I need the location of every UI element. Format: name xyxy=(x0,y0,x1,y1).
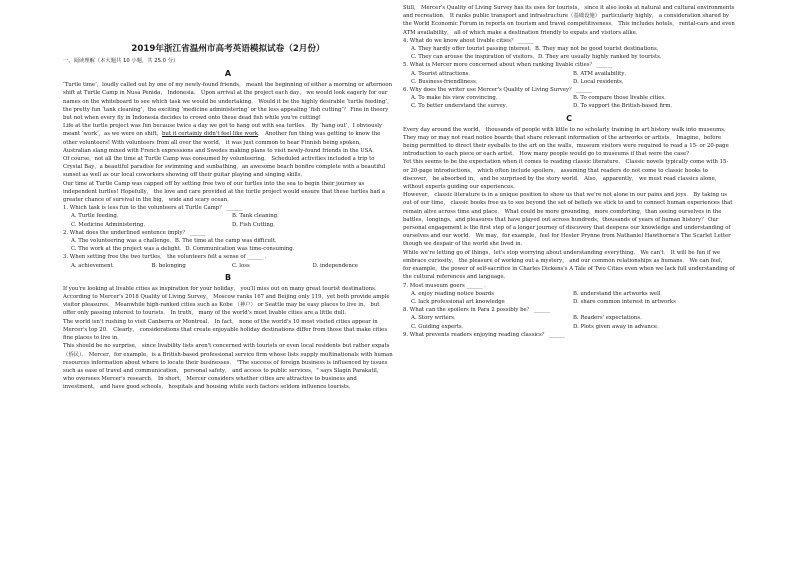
question-stem: 3. When setting free the two turtles， the volunteers felt a sense of ______ ． xyxy=(63,254,271,261)
answer-option: A. Tourist attractions． xyxy=(411,70,474,77)
answer-option: B. They may not be good tourist destinations． xyxy=(535,46,663,53)
answer-option: B. To compare those livable cities． xyxy=(573,95,670,102)
answer-option: A. They hardly offer tourist passing interest． xyxy=(411,46,536,53)
answer-option: C. Medicine Administering． xyxy=(71,221,149,228)
answer-option: A. The volunteering was a challenge． xyxy=(71,238,175,245)
answer-option: D. independence xyxy=(312,262,358,269)
passage-c-label: C xyxy=(566,113,572,123)
answer-option: C. Business-friendliness． xyxy=(411,78,482,85)
passage-b-paragraph: If you're looking at livable cities as inspiration for your holiday， you'll miss out on many great tourist destinations． According to Mercer's 2018 Quality of Living Survey， Moscow ranks 167 and Beijing only 119，yet both provide ample visitor pleasures． Meanwhile high-ranked cities such as Kobe （神户） or Seattle may be easy places to live in， but offer only passing interest to tourists． In truth， many of the world's most livable cities are a little dull． xyxy=(63,285,390,317)
passage-b-paragraph: This should be no surprise， since livability lists aren't concerned with tourists or even local residents but rather expats（侨民）． Mercer，for example，is a British-based professional service firm whose lists supply multinationals with human resources information about where to locate their businesses． "The success of foreign business is influenced by issues such as ease of travel and communication， personal safety， and access to public services，" says Slagin Parakatil，who oversees Mercer's research． In short， Mercer considers whether cities are attractive to business and investment， and have good schools， hospitals and housing while such factors seldom influence tourists． xyxy=(63,343,393,391)
answer-option: A. enjoy reading notice boards xyxy=(411,290,494,297)
question-stem: 2. What does the underlined sentence imply？ ______ xyxy=(63,229,206,236)
passage-b-label: B xyxy=(224,272,232,282)
underlined-sentence: but it certainly didn't feel like work xyxy=(161,131,258,138)
answer-option: A. achievement xyxy=(71,262,113,269)
answer-option: D. Communication was time-consuming． xyxy=(185,246,299,253)
answer-option: C. lack professional art knowledge xyxy=(411,298,505,305)
answer-options xyxy=(403,70,735,86)
passage-a-text: ． Another fun thing was getting to know the other volunteers! With volunteers from all over the world， it was just common to hear Finnish being spoken， Australian slang mixed with French expressions and Swedes making plans to visit newly-found friends in the USA． xyxy=(63,131,381,154)
answer-options xyxy=(403,290,735,306)
answer-options xyxy=(403,94,735,110)
left-column xyxy=(63,4,393,392)
question-stem: 4. What do we know about livable cities？ ______ xyxy=(403,37,534,44)
answer-option: C. The work at the project was a delight． xyxy=(71,246,186,253)
question-stem: 7. Most museum goers ______ ． xyxy=(403,282,490,289)
passage-c-paragraph: However， classic literature is in a unique position to show us that we're not alone in our pains and joys． By taking us out of our time， classic books free us to see beyond the set of beliefs we stick to and to connect human experiences that remain alive across time and place． What could be more grounding，more comforting，than seeing ourselves in the battles，longings，and pleasures that have played out across hundreds，thousands of years of human history？ Our personal engagement is the first step of a longer journey of discovery that deepens our knowledge and understanding of ourselves and our world． We may，for example，feel for Hester Prynne from Nathaniel Hawthorne's The Scarlet Letter though we despair of the world she lived in． xyxy=(403,192,733,248)
answer-option: B. ATM availability． xyxy=(573,70,630,77)
answer-option: D. share common interest in artworks xyxy=(573,298,676,305)
answer-options xyxy=(403,314,735,330)
answer-option: C. loss xyxy=(232,262,250,269)
answer-option: A. To make his view convincing． xyxy=(411,95,502,102)
answer-option: B. The time at the camp was difficult． xyxy=(174,238,281,245)
right-column xyxy=(403,4,735,339)
exam-title: 2019年浙江省温州市高考英语模拟试卷（2月份） xyxy=(131,44,325,54)
question-stem: 6. Why does the writer use Mercer's Quality of Living Survey？ ______ xyxy=(403,87,593,94)
answer-option: C. They can arouse the inspiration of visitors． xyxy=(411,54,539,61)
answer-options xyxy=(63,237,393,253)
answer-option: D. They are usually highly ranked by tourists． xyxy=(538,54,666,61)
question-stem: 5. What is Mercer more concerned about when ranking livable cities？ ______ xyxy=(403,62,613,69)
passage-c-paragraph: Yet this seems to be the expectation when it comes to reading classic literature． Classic novels typically come with 15- or 20-page introductions， which often include spoilers， assuming that readers do not come to classic books to discover， be absorbed in， and be surprised by the story world． Also， apparently， we must read classics alone， without experts guiding our experiences． xyxy=(403,159,729,191)
answer-option: D. Fish Cutting． xyxy=(232,221,279,228)
answer-option: C. Guiding experts． xyxy=(411,323,467,330)
question-stem: 9. What prevents readers enjoying reading classics？ ______ xyxy=(403,331,565,338)
passage-a-paragraph: Our time at Turtle Camp was capped off by setting free two of our turtles into the sea to begin their journey as independent turtles! Hopefully， the love and care provided at the turtle project would ensure that these turtles had a greater chance of survival in the big， wide and scary ocean． xyxy=(63,180,385,204)
question-stem: 8. What can the spoilers in Para 2 possibly be？ ______ xyxy=(403,307,550,314)
answer-option: D. Plots given away in advance． xyxy=(573,323,663,330)
answer-option: B. Tank cleaning． xyxy=(232,213,283,220)
answer-option: A. Story writers． xyxy=(411,315,460,322)
answer-option: B. Readers' expectations． xyxy=(573,315,646,322)
passage-a-paragraph: ‘Turtle time’，loudly called out by one of my newly-found friends， meant the beginning of either a morning or afternoon shift at Turtle Camp in Nusa Penida， Indonesia． Upon arrival at the project each day， we would look eagerly for our names on the whiteboard to see which task we would be undertaking． Would it be the highly desirable ‘turtle feeding’，the pretty fun ‘tank cleaning’，the exciting ‘medicine administering’ or the less appealing ‘fish cutting’？ Fine in theory but not when every fly in Indonesia decides to crowd onto these dead fish while you're cutting! xyxy=(63,82,393,122)
passage-c-paragraph: Every day around the world， thousands of people with little to no scholarly training in art history walk into museums． They may or may not read notice boards that share relevant information of the artworks or artists． Imagine，before being permitted to direct their eyeballs to the art on the walls，museum visitors were required to read a 15- or 20-page introduction to each piece or each artist． How many people would go to museums if that were the case? xyxy=(403,126,730,158)
answer-option: D. Local residents． xyxy=(573,78,628,85)
question-stem: 1. Which task is less fun to the volunteers at Turtle Camp？ ______ xyxy=(63,205,243,212)
passage-a-label: A xyxy=(224,69,232,79)
answer-options xyxy=(63,262,393,270)
answer-options xyxy=(403,45,735,61)
passage-a-paragraph xyxy=(63,122,393,155)
answer-option: B. understand the artworks well xyxy=(573,290,661,297)
answer-option: A. Turtle feeding． xyxy=(71,213,123,220)
passage-a-paragraph: Of course，not all the time at Turtle Camp was consumed by volunteering． Scheduled activities included a trip to Crystal Bay，a beautiful paradise for swimming and sunbathing，an awesome beach bonfire complete with a beautiful sunset as well as our local coworkers showing off their guitar playing and singing skills． xyxy=(63,156,386,179)
answer-option: B. belonging xyxy=(151,262,186,269)
answer-options xyxy=(63,212,393,228)
answer-option: D. To support the British-based firm． xyxy=(573,103,676,110)
answer-option: C. To better understand the survey． xyxy=(411,103,512,110)
section-heading: 一、阅读理解（本大题共 10 小题，共 25.0 分） xyxy=(63,58,179,64)
passage-c-paragraph: While we're letting go of things，let's stop worrying about understanding everything． We can't． It will be fun if we embrace curiosity， the pleasure of working out a mystery， and our common relationships as humans． We can feel， for example，the power of self-sacrifice in Charles Dickens's A Tale of Two Cities even when we lack full understanding of the cultural references and language． xyxy=(403,249,735,281)
passage-a-text: Life at the turtle project was fun because twice a day we got to hang out with sea turtles． By ‘hang out’，I obviously meant ‘work’，as we were on shift， xyxy=(63,123,383,138)
passage-b-paragraph: Still， Mercer's Quality of Living Survey has its uses for tourists， since it also looks at natural and cultural environments and recreation． It ranks public transport and infrastructure（基础设施） particularly highly， a consideration shared by the World Economic Forum in reports on tourism and travel competitiveness． This includes hotels， rental-cars and even ATM availability， all of which make a destination friendly to expats and visitors alike． xyxy=(403,5,735,36)
passage-b-paragraph: The world isn't rushing to visit Canberra or Montreal． In fact， none of the world's 10 most visited cities appear in Mercer's top 20． Clearly， considerations that create enjoyable holiday destinations differ from those that make cities fine places to live in． xyxy=(63,318,388,342)
